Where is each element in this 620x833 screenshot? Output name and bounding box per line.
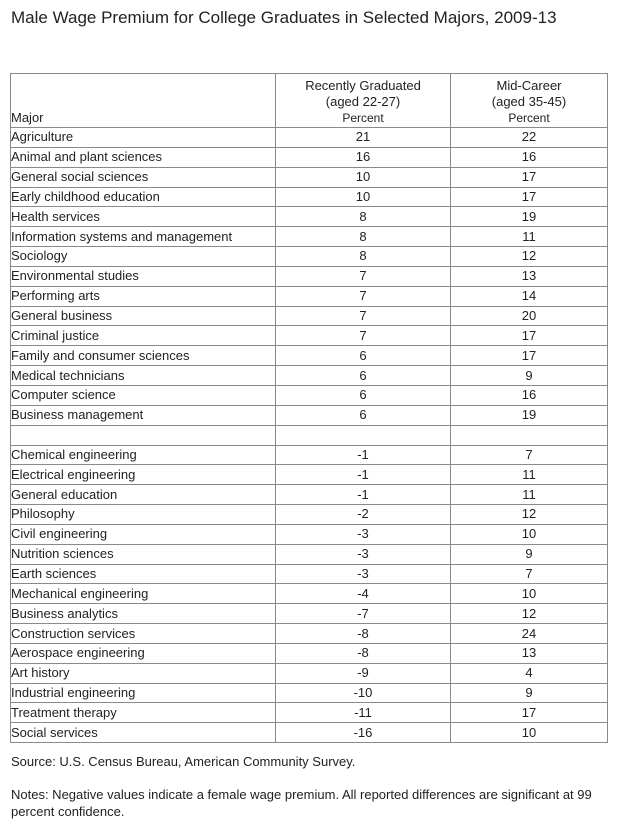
cell-major: Construction services	[11, 624, 276, 644]
cell-major: Family and consumer sciences	[11, 346, 276, 366]
header-recent	[276, 74, 451, 128]
cell-recent: -1	[276, 485, 451, 505]
table-row	[11, 544, 608, 564]
cell-mid: 12	[451, 604, 608, 624]
table-row	[11, 505, 608, 525]
cell-major: Sociology	[11, 247, 276, 267]
empty-cell	[276, 425, 451, 445]
wage-premium-table	[10, 73, 608, 743]
cell-recent: 16	[276, 147, 451, 167]
cell-recent: -7	[276, 604, 451, 624]
chart-title: Male Wage Premium for College Graduates in Selected Majors, 2009-13	[11, 8, 557, 27]
table-header-row	[11, 74, 608, 128]
table-row	[11, 227, 608, 247]
cell-mid: 17	[451, 187, 608, 207]
cell-mid: 7	[451, 445, 608, 465]
header-mid	[451, 74, 608, 128]
empty-cell	[451, 425, 608, 445]
table-row	[11, 147, 608, 167]
cell-recent: 8	[276, 207, 451, 227]
cell-mid: 20	[451, 306, 608, 326]
cell-recent: 7	[276, 306, 451, 326]
cell-mid: 12	[451, 247, 608, 267]
table-row	[11, 624, 608, 644]
cell-mid: 10	[451, 584, 608, 604]
table-row	[11, 326, 608, 346]
table-row	[11, 683, 608, 703]
cell-recent: 8	[276, 227, 451, 247]
table-row	[11, 703, 608, 723]
cell-mid: 24	[451, 624, 608, 644]
cell-mid: 16	[451, 385, 608, 405]
header-mid-line2: (aged 35-45)	[491, 94, 567, 109]
cell-recent: 7	[276, 266, 451, 286]
cell-major: Business analytics	[11, 604, 276, 624]
cell-major: Chemical engineering	[11, 445, 276, 465]
cell-recent: -2	[276, 505, 451, 525]
cell-major: Early childhood education	[11, 187, 276, 207]
cell-recent: -4	[276, 584, 451, 604]
cell-recent: -1	[276, 465, 451, 485]
table-body	[11, 128, 608, 743]
source-note: Source: U.S. Census Bureau, American Community Survey.	[11, 754, 356, 769]
cell-major: General education	[11, 485, 276, 505]
cell-major: Computer science	[11, 385, 276, 405]
cell-major: Information systems and management	[11, 227, 276, 247]
cell-recent: -8	[276, 643, 451, 663]
cell-major: Medical technicians	[11, 366, 276, 386]
cell-mid: 9	[451, 544, 608, 564]
table-row	[11, 247, 608, 267]
cell-mid: 9	[451, 366, 608, 386]
cell-recent: 6	[276, 346, 451, 366]
cell-major: Business management	[11, 405, 276, 425]
empty-cell	[11, 425, 276, 445]
cell-mid: 12	[451, 505, 608, 525]
table-row	[11, 366, 608, 386]
table-row	[11, 584, 608, 604]
table-row	[11, 445, 608, 465]
cell-recent: 7	[276, 286, 451, 306]
cell-major: Industrial engineering	[11, 683, 276, 703]
cell-mid: 14	[451, 286, 608, 306]
table-row	[11, 187, 608, 207]
table-row	[11, 465, 608, 485]
cell-recent: 6	[276, 405, 451, 425]
table-row	[11, 485, 608, 505]
header-recent-line1: Recently Graduated	[305, 78, 421, 93]
cell-major: Environmental studies	[11, 266, 276, 286]
cell-major: Art history	[11, 663, 276, 683]
cell-major: Philosophy	[11, 505, 276, 525]
cell-recent: -9	[276, 663, 451, 683]
cell-mid: 17	[451, 167, 608, 187]
cell-mid: 22	[451, 128, 608, 148]
table-row	[11, 207, 608, 227]
cell-mid: 17	[451, 346, 608, 366]
table-row	[11, 286, 608, 306]
cell-mid: 19	[451, 207, 608, 227]
group-separator-row	[11, 425, 608, 445]
cell-recent: 6	[276, 366, 451, 386]
cell-mid: 4	[451, 663, 608, 683]
header-mid-line3: Percent	[508, 111, 550, 125]
table-row	[11, 306, 608, 326]
cell-mid: 10	[451, 524, 608, 544]
cell-major: Electrical engineering	[11, 465, 276, 485]
cell-recent: -10	[276, 683, 451, 703]
cell-mid: 16	[451, 147, 608, 167]
table-row	[11, 604, 608, 624]
cell-mid: 11	[451, 485, 608, 505]
notes-text: Notes: Negative values indicate a female wage premium. All reported differences are significant at 99 percent confidence.	[11, 787, 592, 819]
table-row	[11, 405, 608, 425]
table-row	[11, 564, 608, 584]
table-row	[11, 266, 608, 286]
cell-recent: 10	[276, 187, 451, 207]
cell-recent: 21	[276, 128, 451, 148]
table-row	[11, 346, 608, 366]
table-row	[11, 167, 608, 187]
table-row	[11, 663, 608, 683]
cell-mid: 10	[451, 723, 608, 743]
cell-major: Earth sciences	[11, 564, 276, 584]
cell-major: Criminal justice	[11, 326, 276, 346]
cell-mid: 11	[451, 465, 608, 485]
table-row	[11, 524, 608, 544]
cell-recent: -3	[276, 544, 451, 564]
table-row	[11, 385, 608, 405]
cell-recent: 8	[276, 247, 451, 267]
cell-mid: 13	[451, 643, 608, 663]
cell-recent: -8	[276, 624, 451, 644]
cell-recent: 10	[276, 167, 451, 187]
cell-recent: -3	[276, 564, 451, 584]
cell-major: Mechanical engineering	[11, 584, 276, 604]
cell-major: Animal and plant sciences	[11, 147, 276, 167]
cell-major: Social services	[11, 723, 276, 743]
header-recent-line3: Percent	[342, 111, 384, 125]
cell-recent: 7	[276, 326, 451, 346]
cell-mid: 13	[451, 266, 608, 286]
cell-recent: -1	[276, 445, 451, 465]
cell-major: Treatment therapy	[11, 703, 276, 723]
cell-mid: 17	[451, 703, 608, 723]
cell-major: General business	[11, 306, 276, 326]
cell-recent: -11	[276, 703, 451, 723]
cell-major: General social sciences	[11, 167, 276, 187]
header-recent-line2: (aged 22-27)	[325, 94, 401, 109]
cell-recent: -16	[276, 723, 451, 743]
cell-recent: 6	[276, 385, 451, 405]
header-major: Major	[11, 74, 276, 128]
cell-major: Nutrition sciences	[11, 544, 276, 564]
cell-mid: 17	[451, 326, 608, 346]
table-row	[11, 128, 608, 148]
cell-mid: 11	[451, 227, 608, 247]
cell-major: Aerospace engineering	[11, 643, 276, 663]
cell-recent: -3	[276, 524, 451, 544]
cell-major: Agriculture	[11, 128, 276, 148]
cell-major: Health services	[11, 207, 276, 227]
table-row	[11, 723, 608, 743]
cell-major: Performing arts	[11, 286, 276, 306]
table-row	[11, 643, 608, 663]
cell-major: Civil engineering	[11, 524, 276, 544]
cell-mid: 9	[451, 683, 608, 703]
cell-mid: 19	[451, 405, 608, 425]
header-mid-line1: Mid-Career	[496, 78, 562, 93]
cell-mid: 7	[451, 564, 608, 584]
